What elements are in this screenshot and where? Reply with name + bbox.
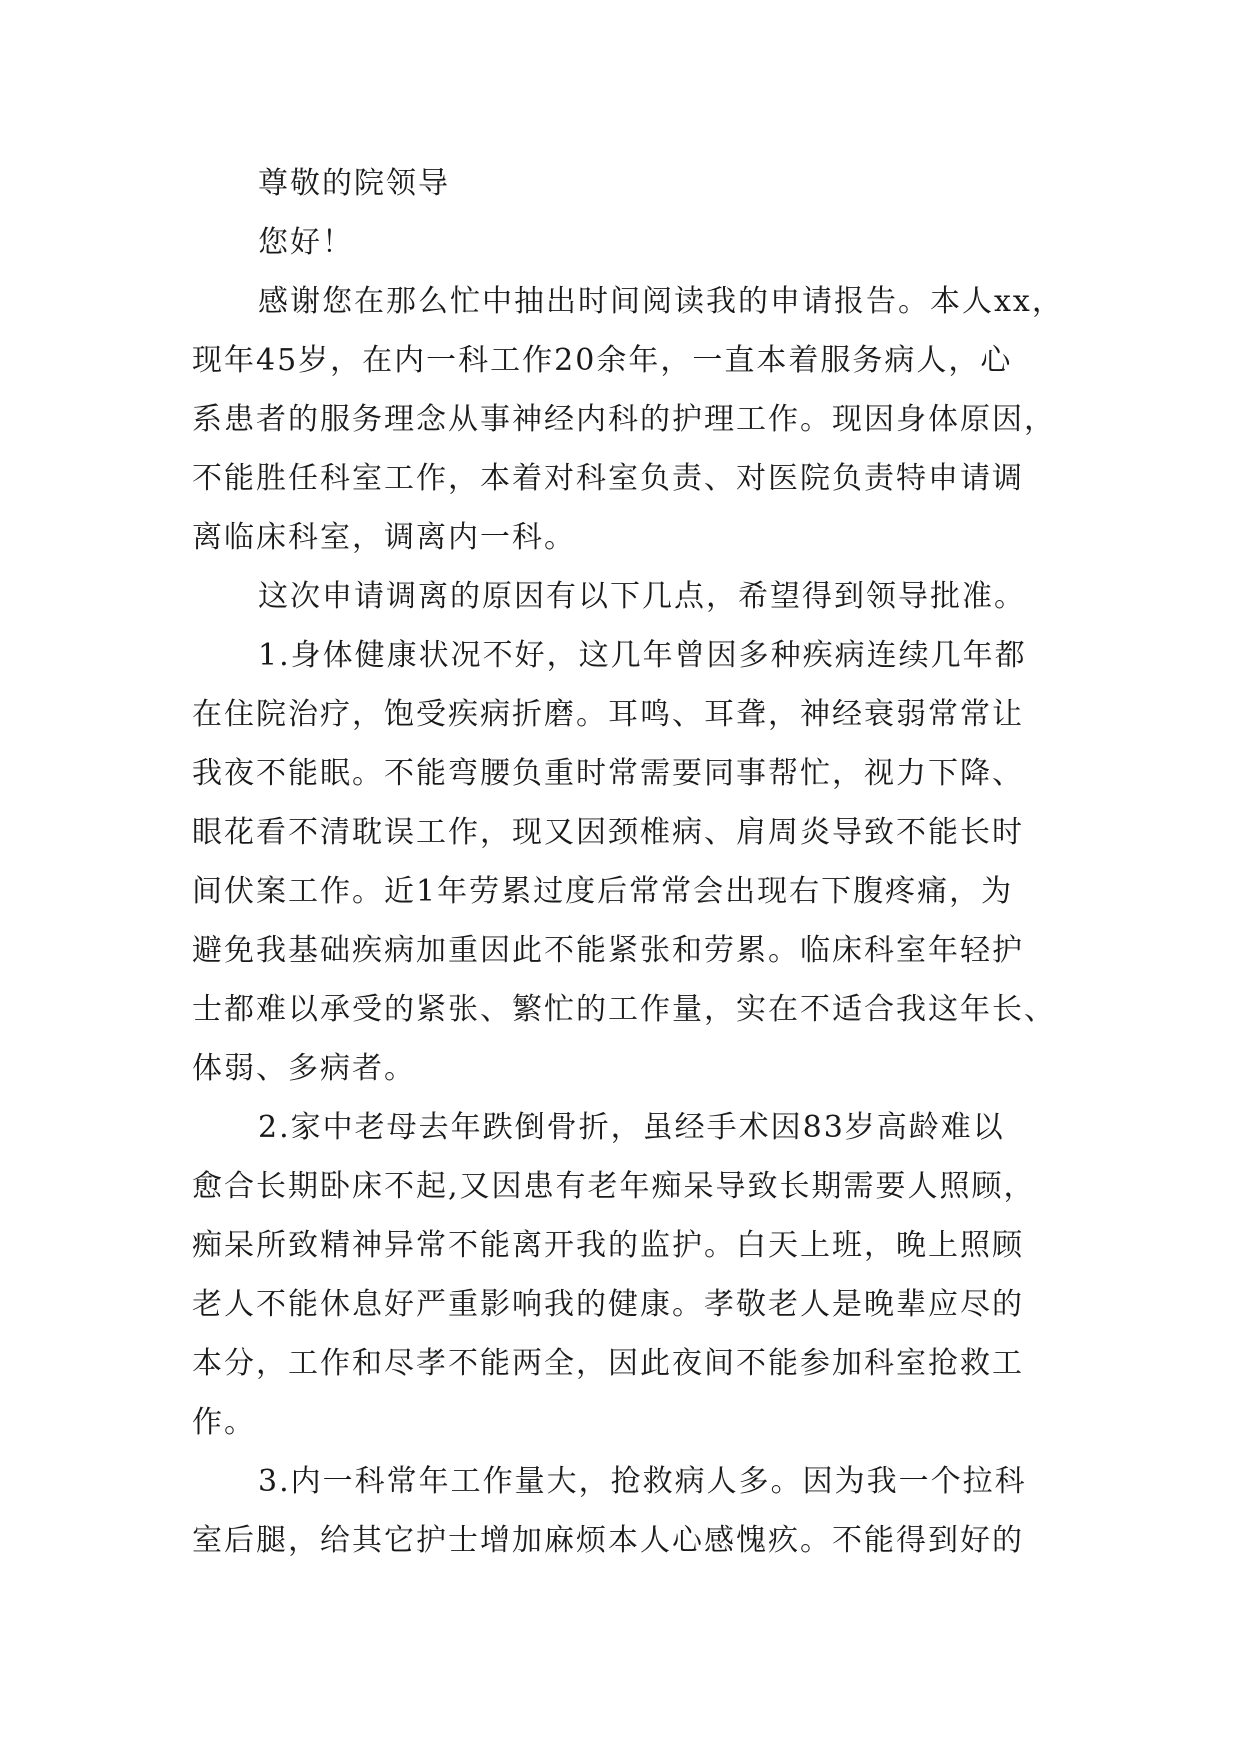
paragraph-line: 感谢您在那么忙中抽出时间阅读我的申请报告。本人xx， [258,284,1064,319]
paragraph-line: 间伏案工作。近1年劳累过度后常常会出现右下腹疼痛，为 [192,874,1014,909]
paragraph-line: 避免我基础疾病加重因此不能紧张和劳累。临床科室年轻护 [192,933,1024,968]
paragraph-line: 3.内一科常年工作量大，抢救病人多。因为我一个拉科 [258,1464,1027,1499]
paragraph-line: 士都难以承受的紧张、繁忙的工作量，实在不适合我这年长、 [192,992,1056,1027]
paragraph-line: 我夜不能眠。不能弯腰负重时常需要同事帮忙，视力下降、 [192,756,1024,791]
paragraph-line: 1.身体健康状况不好，这几年曾因多种疾病连续几年都 [258,638,1027,673]
paragraph-line: 眼花看不清耽误工作，现又因颈椎病、肩周炎导致不能长时 [192,815,1024,850]
paragraph-line: 室后腿，给其它护士增加麻烦本人心感愧疚。不能得到好的 [192,1523,1024,1558]
paragraph-line: 2.家中老母去年跌倒骨折，虽经手术因83岁高龄难以 [258,1110,1005,1145]
paragraph-line: 系患者的服务理念从事神经内科的护理工作。现因身体原因， [192,402,1056,437]
paragraph-line: 不能胜任科室工作，本着对科室负责、对医院负责特申请调 [192,461,1024,496]
paragraph-line: 离临床科室，调离内一科。 [192,520,576,555]
paragraph-line: 这次申请调离的原因有以下几点，希望得到领导批准。 [258,579,1026,614]
paragraph-line: 痴呆所致精神异常不能离开我的监护。白天上班，晚上照顾 [192,1228,1024,1263]
paragraph-line: 愈合长期卧床不起,又因患有老年痴呆导致长期需要人照顾， [192,1169,1036,1204]
paragraph-line: 作。 [192,1405,256,1440]
paragraph-line: 体弱、多病者。 [192,1051,416,1086]
paragraph-line: 在住院治疗，饱受疾病折磨。耳鸣、耳聋，神经衰弱常常让 [192,697,1024,732]
paragraph-line: 老人不能休息好严重影响我的健康。孝敬老人是晚辈应尽的 [192,1287,1024,1322]
paragraph-line: 本分，工作和尽孝不能两全，因此夜间不能参加科室抢救工 [192,1346,1024,1381]
paragraph-line: 现年45岁，在内一科工作20余年，一直本着服务病人，心 [192,343,1013,378]
greeting: 您好！ [258,225,354,260]
salutation: 尊敬的院领导 [258,166,450,201]
